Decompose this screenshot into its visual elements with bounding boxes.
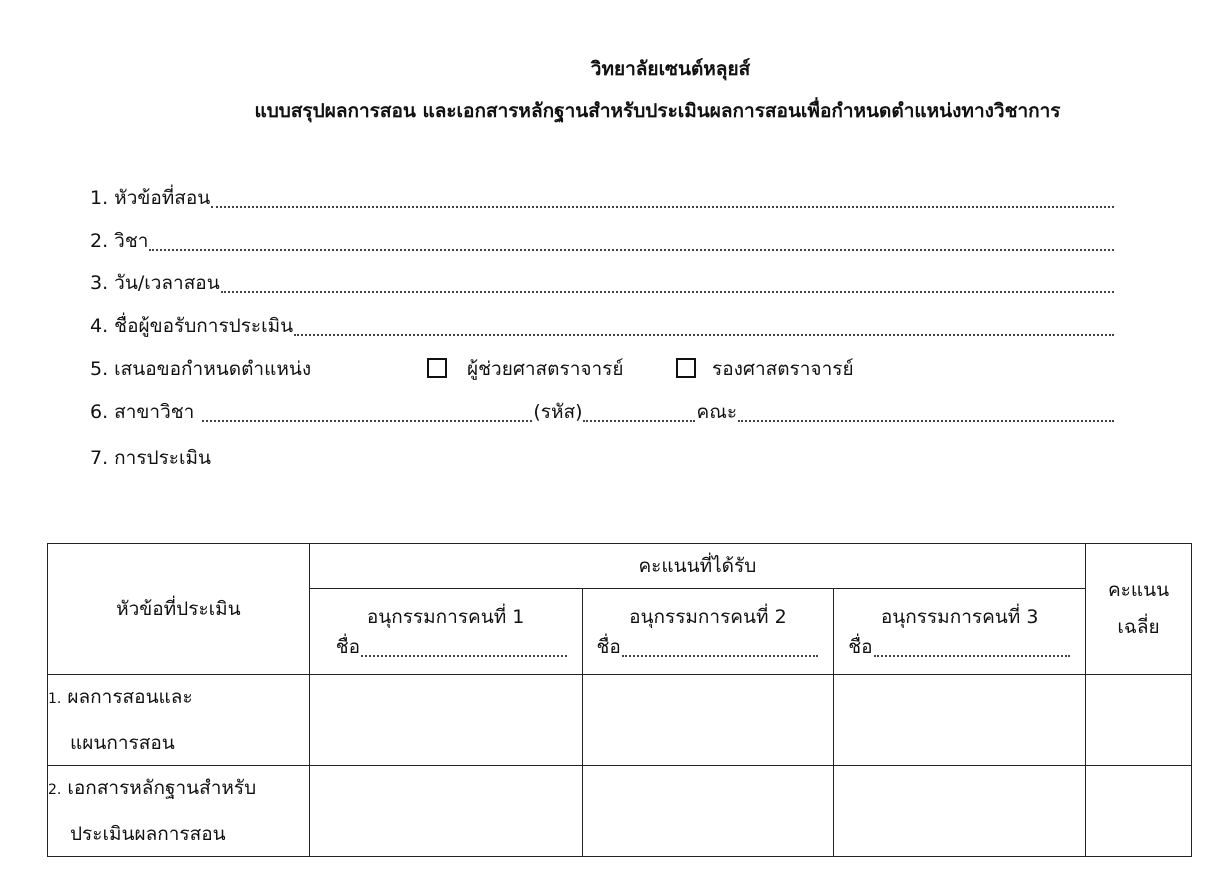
committee-2-label: อนุกรรมการคนที่ 2 [629, 605, 787, 628]
table-row [48, 766, 1192, 857]
criterion-1-line2: แผนการสอน [70, 732, 175, 754]
field-datetime-dotline [221, 290, 1114, 293]
committee-3-header [834, 589, 1086, 675]
criterion-1 [48, 675, 310, 766]
option-associate-professor: รองศาสตราจารย์ [712, 358, 854, 380]
checkbox-assistant-professor[interactable] [427, 358, 447, 378]
committee-1-header [309, 589, 582, 675]
score-cell-2-1[interactable] [309, 766, 582, 857]
field-topic-label: 1. หัวข้อที่สอน [90, 187, 211, 209]
position-label: 5. เสนอขอกำหนดตำแหน่ง [90, 358, 312, 380]
committee-3-name-dotline [874, 654, 1070, 657]
committee-1-name[interactable] [310, 632, 582, 662]
field-subject-label: 2. วิชา [90, 230, 149, 252]
topic-header: หัวข้อที่ประเมิน [48, 544, 310, 675]
field-major-row [90, 397, 1115, 427]
criterion-2-num: 2. [48, 782, 62, 798]
average-cell-2[interactable] [1086, 766, 1192, 857]
field-topic[interactable] [90, 183, 1115, 213]
criterion-2-line2: ประเมินผลการสอน [70, 823, 226, 845]
table-row [48, 675, 1192, 766]
committee-3-name-label: ชื่อ [848, 635, 873, 658]
committee-3-label: อนุกรรมการคนที่ 3 [880, 605, 1039, 628]
field-faculty-dotline[interactable] [738, 419, 1114, 422]
field-code-label: (รหัส) [533, 401, 583, 423]
field-code-dotline[interactable] [583, 419, 695, 422]
evaluation-table [47, 543, 1192, 857]
committee-1-label: อนุกรรมการคนที่ 1 [366, 605, 525, 628]
field-major-dotline[interactable] [202, 419, 532, 422]
committee-2-name[interactable] [583, 632, 834, 662]
score-cell-1-3[interactable] [834, 675, 1086, 766]
field-applicant[interactable] [90, 311, 1115, 341]
field-applicant-label: 4. ชื่อผู้ขอรับการประเมิน [90, 315, 294, 337]
criterion-1-num: 1. [48, 691, 62, 707]
form-title: แบบสรุปผลการสอน และเอกสารหลักฐานสำหรับประเมินผลการสอนเพื่อกำหนดตำแหน่งทางวิชาการ [254, 100, 1061, 122]
option-assistant-professor: ผู้ช่วยศาสตราจารย์ [467, 358, 624, 380]
criterion-2-line1: เอกสารหลักฐานสำหรับ [67, 777, 257, 799]
committee-2-name-label: ชื่อ [596, 635, 621, 658]
criterion-1-line1: ผลการสอนและ [67, 686, 193, 708]
field-subject[interactable] [90, 226, 1115, 256]
criterion-2 [48, 766, 310, 857]
score-header: คะแนนที่ได้รับ [309, 544, 1085, 589]
field-subject-dotline [149, 248, 1114, 251]
field-datetime-label: 3. วัน/เวลาสอน [90, 272, 220, 294]
score-cell-2-3[interactable] [834, 766, 1086, 857]
average-header-line2: เฉลี่ย [1117, 616, 1160, 638]
field-applicant-dotline [294, 333, 1114, 336]
field-datetime[interactable] [90, 268, 1115, 298]
score-cell-1-2[interactable] [582, 675, 834, 766]
field-topic-dotline [211, 205, 1114, 208]
average-header-line1: คะแนน [1107, 579, 1170, 601]
checkbox-associate-professor[interactable] [676, 358, 696, 378]
score-cell-2-2[interactable] [582, 766, 834, 857]
committee-2-header [582, 589, 834, 675]
committee-1-name-dotline [361, 654, 566, 657]
evaluation-heading [90, 443, 1115, 473]
field-major-label: 6. สาขาวิชา [90, 401, 195, 423]
evaluation-label: 7. การประเมิน [90, 447, 212, 469]
committee-2-name-dotline [622, 654, 818, 657]
institution-title: วิทยาลัยเซนต์หลุยส์ [590, 58, 751, 80]
score-cell-1-1[interactable] [309, 675, 582, 766]
committee-3-name[interactable] [834, 632, 1085, 662]
committee-1-name-label: ชื่อ [335, 635, 361, 658]
average-cell-1[interactable] [1086, 675, 1192, 766]
field-faculty-label: คณะ [696, 401, 738, 423]
average-header [1086, 544, 1192, 675]
